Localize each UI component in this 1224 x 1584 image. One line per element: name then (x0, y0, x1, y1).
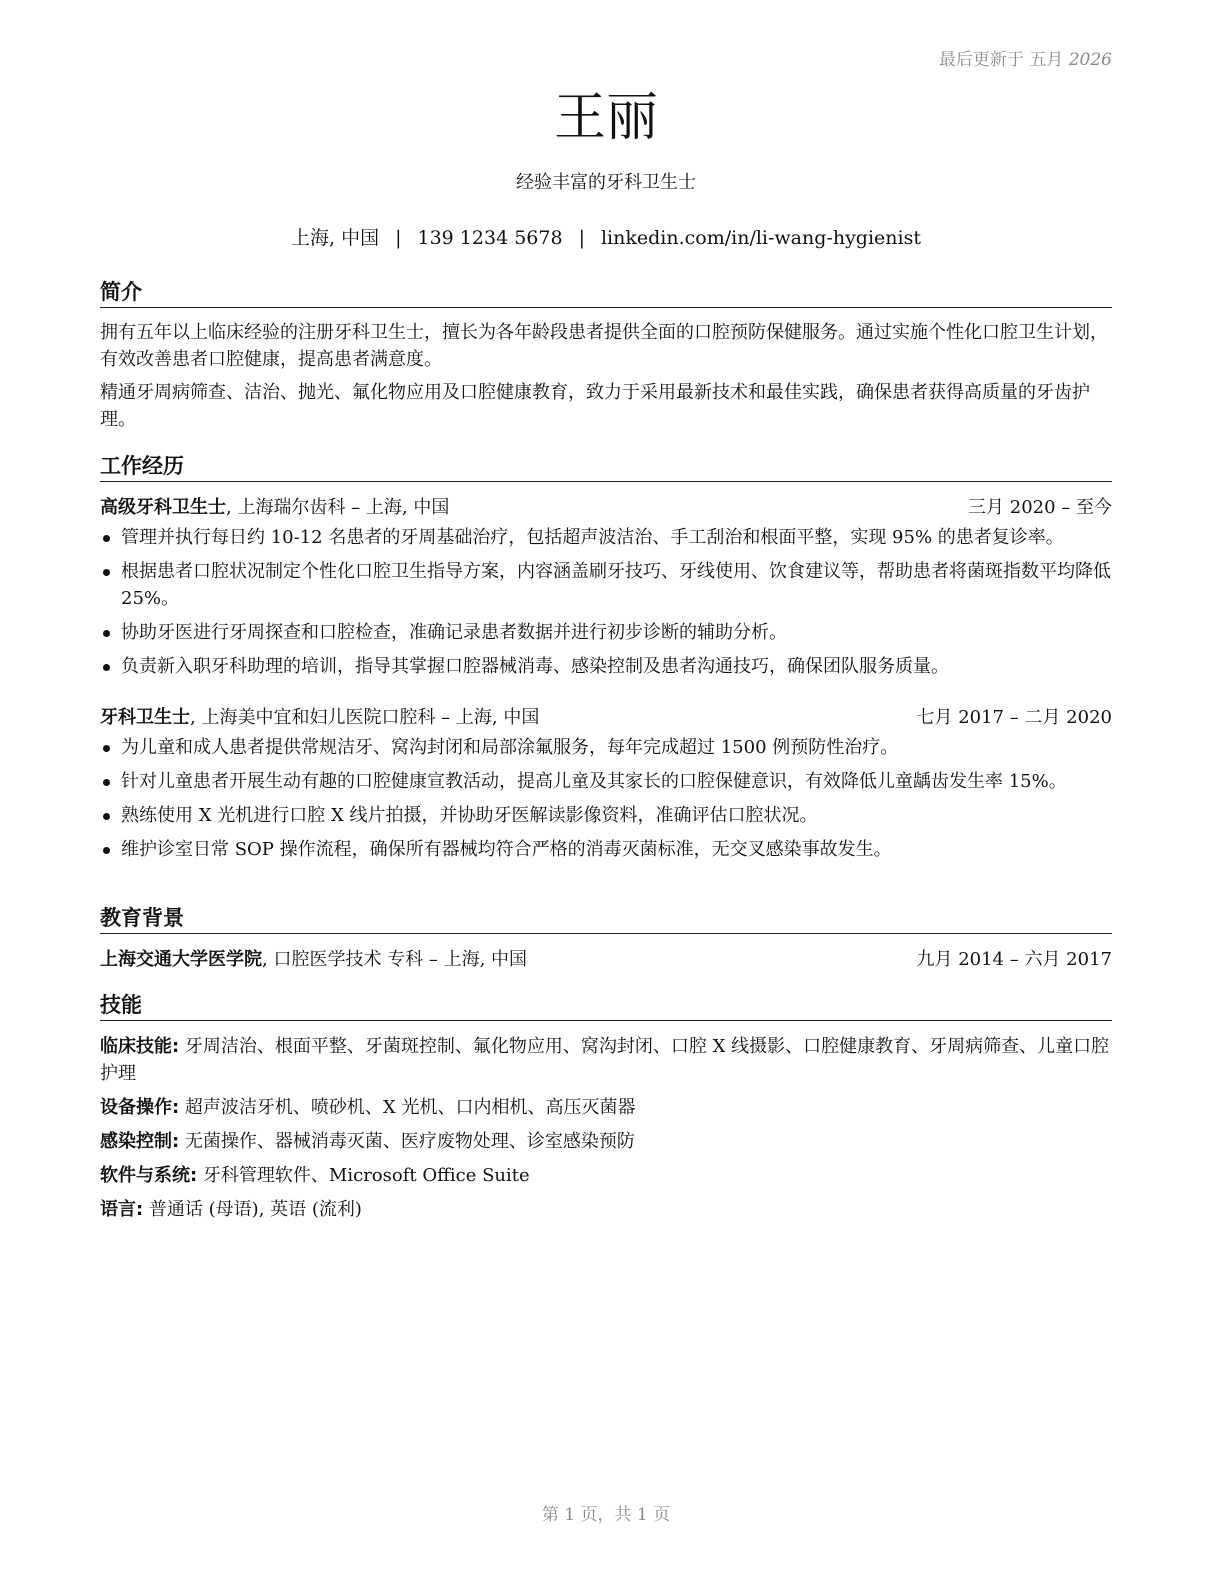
skill-key: 临床技能: (100, 1036, 180, 1057)
section-title-skills: 技能 (100, 991, 1112, 1021)
job-bullet: 为儿童和成人患者提供常规洁牙、窝沟封闭和局部涂氟服务，每年完成超过 1500 例预防性治疗。 (100, 734, 1112, 761)
skill-key: 软件与系统: (100, 1165, 198, 1186)
candidate-name: 王丽 (553, 88, 658, 148)
section-title-experience: 工作经历 (100, 452, 1112, 482)
skill-value: 牙科管理软件、Microsoft Office Suite (197, 1165, 530, 1186)
job-bullet: 管理并执行每日约 10-12 名患者的牙周基础治疗，包括超声波洁治、手工刮治和根面平整，实现 95% 的患者复诊率。 (100, 524, 1112, 551)
skill-line (100, 1033, 1112, 1087)
job-title-org (100, 494, 449, 521)
contact-separator: | (395, 227, 402, 249)
education-entry (100, 946, 1112, 973)
job-bullet: 熟练使用 X 光机进行口腔 X 线片拍摄，并协助牙医解读影像资料，准确评估口腔状况。 (100, 802, 1112, 829)
summary-paragraph: 精通牙周病筛查、洁治、抛光、氟化物应用及口腔健康教育，致力于采用最新技术和最佳实践，确保患者获得高质量的牙齿护理。 (100, 382, 1090, 430)
skill-value: 无菌操作、器械消毒灭菌、医疗废物处理、诊室感染预防 (179, 1131, 635, 1152)
contact-phone[interactable]: 139 1234 5678 (417, 227, 563, 249)
summary-paragraph: 拥有五年以上临床经验的注册牙科卫生士，擅长为各年龄段患者提供全面的口腔预防保健服务。通过实施个性化口腔卫生计划，有效改善患者口腔健康，提高患者满意度。 (100, 322, 1108, 370)
job-role: 高级牙科卫生士 (100, 497, 226, 518)
page-footer: 第 1 页，共 1 页 (541, 1505, 671, 1525)
education-section (100, 904, 1112, 973)
education-school-detail (100, 946, 527, 973)
skill-value: 牙周洁治、根面平整、牙菌斑控制、氟化物应用、窝沟封闭、口腔 X 线摄影、口腔健康教育、牙周病筛查、儿童口腔护理 (100, 1036, 1110, 1084)
job-bullets (100, 524, 1112, 680)
skill-line (100, 1162, 1112, 1189)
summary-section (100, 278, 1112, 433)
candidate-headline: 经验丰富的牙科卫生士 (516, 172, 696, 193)
experience-section (100, 452, 1112, 863)
skill-line (100, 1128, 1112, 1155)
skill-line (100, 1094, 1112, 1121)
contact-separator: | (578, 227, 585, 249)
last-updated (939, 45, 1112, 70)
skill-key: 设备操作: (100, 1097, 180, 1118)
job-bullet: 针对儿童患者开展生动有趣的口腔健康宣教活动，提高儿童及其家长的口腔保健意识，有效降低儿童龋齿发生率 15%。 (100, 768, 1112, 795)
last-updated-label: 最后更新于 五月 (938, 50, 1064, 70)
job-org: , 上海美中宜和妇儿医院口腔科 – 上海, 中国 (190, 707, 540, 728)
contact-line (100, 224, 1112, 252)
contact-location: 上海, 中国 (291, 227, 380, 249)
job-role: 牙科卫生士 (100, 707, 190, 728)
job-org: , 上海瑞尔齿科 – 上海, 中国 (226, 497, 450, 518)
skill-value: 超声波洁牙机、喷砂机、X 光机、口内相机、高压灭菌器 (179, 1097, 636, 1118)
education-detail: , 口腔医学技术 专科 – 上海, 中国 (262, 949, 528, 970)
job-entry (100, 494, 1112, 680)
job-bullet: 负责新入职牙科助理的培训，指导其掌握口腔器械消毒、感染控制及患者沟通技巧，确保团队服务质量。 (100, 653, 1112, 680)
job-bullets (100, 734, 1112, 863)
job-header (100, 494, 1112, 521)
section-title-education: 教育背景 (100, 904, 1112, 934)
education-dates: 九月 2014 – 六月 2017 (916, 949, 1112, 970)
job-bullet: 协助牙医进行牙周探查和口腔检查，准确记录患者数据并进行初步诊断的辅助分析。 (100, 619, 1112, 646)
job-bullet: 维护诊室日常 SOP 操作流程，确保所有器械均符合严格的消毒灭菌标准，无交叉感染事故发生。 (100, 836, 1112, 863)
job-header (100, 704, 1112, 731)
skill-key: 感染控制: (100, 1131, 180, 1152)
resume-page (100, 0, 1112, 1584)
job-dates: 三月 2020 – 至今 (968, 497, 1112, 518)
job-title-org (100, 704, 539, 731)
education-school: 上海交通大学医学院 (100, 949, 262, 970)
skill-value: 普通话 (母语), 英语 (流利) (143, 1199, 362, 1220)
skill-key: 语言: (100, 1199, 144, 1220)
last-updated-year: 2026 (1068, 50, 1112, 70)
skill-line (100, 1196, 1112, 1223)
section-title-summary: 简介 (100, 278, 1112, 308)
job-bullet: 根据患者口腔状况制定个性化口腔卫生指导方案，内容涵盖刷牙技巧、牙线使用、饮食建议等，帮助患者将菌斑指数平均降低 25%。 (100, 558, 1112, 612)
job-entry (100, 704, 1112, 863)
skills-section (100, 991, 1112, 1223)
job-dates: 七月 2017 – 二月 2020 (916, 707, 1112, 728)
contact-linkedin-link[interactable]: linkedin.com/in/li-wang-hygienist (600, 227, 921, 249)
